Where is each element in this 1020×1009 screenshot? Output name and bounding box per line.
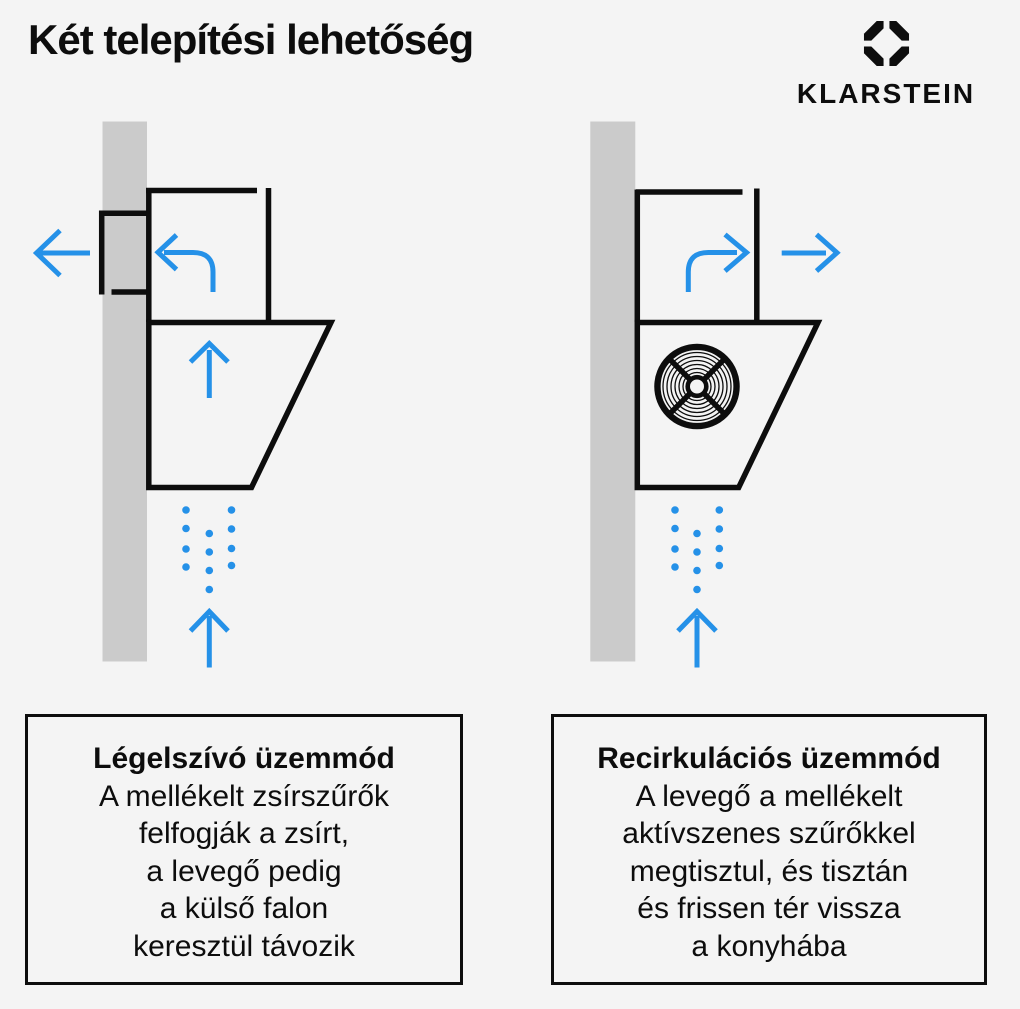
fan-icon xyxy=(657,347,737,427)
mode-description-line: keresztül távozik xyxy=(133,929,355,963)
mode-description-line: felfogják a zsírt, xyxy=(138,817,350,850)
mode-description-line: a levegő pedig xyxy=(146,854,342,888)
recirculation-mode-box xyxy=(551,714,987,985)
steam-dots xyxy=(182,506,235,593)
air-up-arrow xyxy=(191,344,229,399)
air-flow-curve-arrow xyxy=(158,235,213,292)
extraction-mode-diagram xyxy=(37,122,332,668)
air-intake-up-arrow xyxy=(191,612,229,668)
steam-dots xyxy=(671,506,723,593)
mode-description-line: aktívszenes szűrőkkel xyxy=(622,817,916,850)
fan-hub xyxy=(688,377,707,396)
recirculation-mode-diagram xyxy=(590,122,837,668)
wall xyxy=(103,122,148,662)
mode-description-line: a konyhába xyxy=(691,929,847,963)
air-outflow-left-arrow xyxy=(37,231,91,276)
page-title: Két telepítési lehetőség xyxy=(28,16,474,63)
mode-description-line: a külső falon xyxy=(159,892,329,925)
extraction-mode-box xyxy=(25,714,463,985)
mode-heading: Légelszívó üzemmód xyxy=(93,742,395,775)
air-outflow-right-arrow xyxy=(782,235,837,272)
brand-name: KLARSTEIN xyxy=(796,78,976,109)
wall xyxy=(590,122,635,662)
air-flow-curve-arrow xyxy=(688,235,746,293)
mode-description-line: megtisztul, és tisztán xyxy=(629,854,909,888)
mode-heading: Recirkulációs üzemmód xyxy=(597,742,941,775)
mode-description-line: és frissen tér vissza xyxy=(637,892,901,925)
mode-description-line: A levegő a mellékelt xyxy=(635,779,903,813)
hood-body xyxy=(149,323,331,488)
air-intake-up-arrow xyxy=(678,612,716,668)
mode-description-line: A mellékelt zsírszűrők xyxy=(98,779,390,813)
